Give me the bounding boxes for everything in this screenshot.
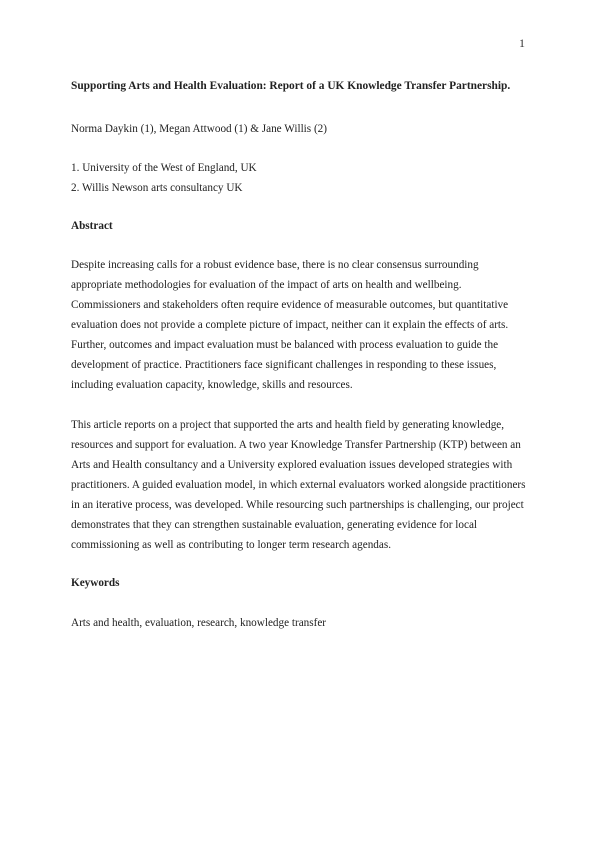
affiliations: [71, 158, 526, 198]
abstract-paragraph-1: Despite increasing calls for a robust evidence base, there is no clear consensus surrounding appropriate methodologies for evaluation of the impact of arts on health and wellbeing. Commissioners and stakeholders often require evidence of measurable outcomes, but quantitative evaluation does not provide a complete picture of impact, neither can it explain the effects of arts. Further, outcomes and impact evaluation must be balanced with process evaluation to guide the development of practice. Practitioners face significant challenges in responding to these issues, including evaluation capacity, knowledge, skills and resources.: [71, 259, 509, 391]
affiliation-2: 2. Willis Newson arts consultancy UK: [71, 182, 243, 194]
abstract-paragraph-2: This article reports on a project that supported the arts and health field by generating knowledge, resources and support for evaluation. A two year Knowledge Transfer Partnership (KTP) between an Arts and Health consultancy and a University explored evaluation issues developed strategies with practitioners. A guided evaluation model, in which external evaluators worked alongside practitioners in an iterative process, was developed. While resourcing such partnerships is challenging, our project demonstrates that they can strengthen sustainable evaluation, generating evidence for local commissioning as well as contributing to longer term research agendas.: [71, 419, 526, 551]
affiliation-1: 1. University of the West of England, UK: [71, 162, 257, 174]
paper-content: [71, 76, 526, 633]
authors-line: Norma Daykin (1), Megan Attwood (1) & Jane Willis (2): [71, 123, 327, 135]
paper-title: Supporting Arts and Health Evaluation: Report of a UK Knowledge Transfer Partnership.: [71, 80, 511, 92]
page-number: 1: [519, 36, 525, 50]
abstract-heading: Abstract: [71, 220, 113, 232]
keywords-heading: Keywords: [71, 577, 120, 589]
keywords-text: Arts and health, evaluation, research, knowledge transfer: [71, 617, 327, 629]
